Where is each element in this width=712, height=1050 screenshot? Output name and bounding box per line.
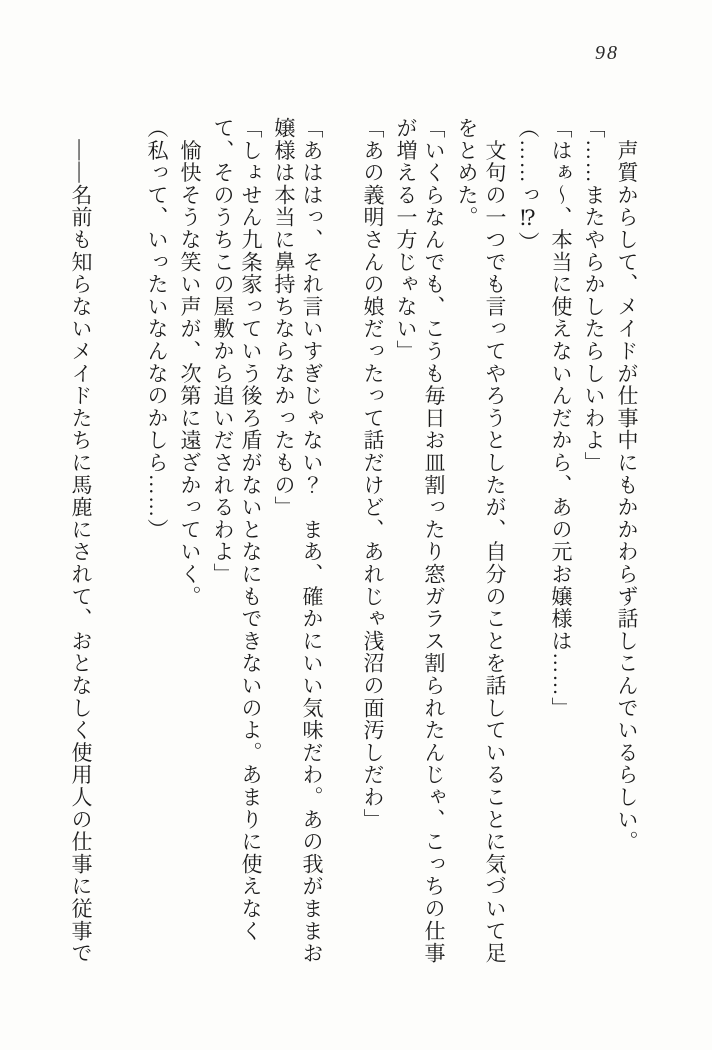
- paragraph-narration: 愉快そうな笑い声が、次第に遠ざかっていく。: [178, 117, 202, 608]
- paragraph-thought: （私って、いったいなんなのかしら……）: [145, 117, 169, 541]
- paragraph-dialogue: 「あの義明さんの娘だったって話だけど、あれじゃ浅沼の面汚しだわ」: [361, 117, 385, 831]
- paragraph-dialogue: 「あははっ、それ言いすぎじゃない？ まあ、確かにいい気味だわ。あの我がままお嬢様は本当に鼻持ちならなかったもの」: [272, 117, 324, 965]
- paragraph-narration: 文句の一つでも言ってやろうとしたが、自分のことを話していることに気づいて足をとめた。: [455, 117, 507, 965]
- paragraph-dialogue: 「はぁ～、本当に使えないんだから、あの元お嬢様は……」: [549, 117, 573, 720]
- page-number: 98: [595, 42, 619, 64]
- paragraph-thought: （……っ⁉）: [516, 117, 540, 254]
- paragraph-narration: 声質からして、メイドが仕事中にもかかわらず話しこんでいるらしい。: [615, 117, 639, 853]
- paragraph-dialogue: 「……またやらかしたらしいわよ」: [582, 117, 606, 474]
- paragraph-dialogue: 「いくらなんでも、こうも毎日お皿割ったり窓ガラス割られたんじゃ、こっちの仕事が増える一方じゃない」: [394, 117, 446, 965]
- paragraph-dialogue: 「しょせん九条家っていう後ろ盾がないとなにもできないのよ。あまりに使えなくて、そのうちこの屋敷から追いだされるわよ」: [211, 117, 263, 943]
- text-block: [67, 117, 641, 969]
- paragraph-narration: ――名前も知らないメイドたちに馬鹿にされて、おとなしく使用人の仕事に従事で: [69, 117, 93, 965]
